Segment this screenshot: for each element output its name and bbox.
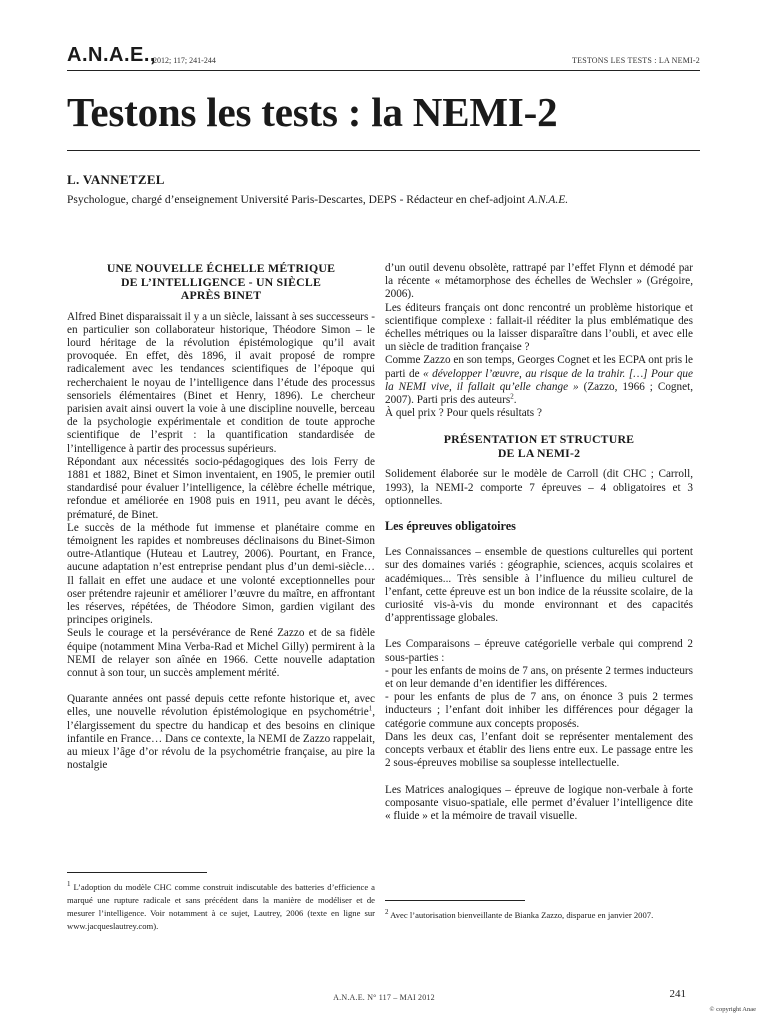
paragraph: - pour les enfants de moins de 7 ans, on présente 2 termes inducteurs et on leur demande d’en identifier les différences. bbox=[385, 664, 693, 691]
page-number: 241 bbox=[669, 988, 686, 1000]
subheading-mandatory-tests: Les épreuves obligatoires bbox=[385, 519, 516, 534]
footnote-1 bbox=[67, 881, 375, 933]
title-rule bbox=[67, 150, 700, 151]
paragraph: Alfred Binet disparaissait il y a un siècle, laissant à ses successeurs - en particulier son collaborateur historique, Théodore Simon – le lourd héritage de la révolution épistémologique qu’il avait provoquée. En effet, dès 1896, il avait proposé de rompre radicalement avec les tendances scientifiques de l’époque qui recherchaient le noyau de l’intelligence dans l’étude des processus sensoriels élémentaires (Binet et Henry, 1896). Le chercheur parisien avait ainsi ouvert la voie à une discipline nouvelle, berceau de la psychologie expérimentale et condition de toute approche scientifique de l’esprit : la quantification standardisée de l’intelligence à partir des processus supérieurs. bbox=[67, 310, 375, 455]
running-title: TESTONS LES TESTS : LA NEMI-2 bbox=[572, 56, 700, 65]
footnote-number: 1 bbox=[67, 880, 71, 889]
footnote-rule bbox=[67, 872, 207, 873]
article-title: Testons les tests : la NEMI-2 bbox=[67, 89, 558, 135]
author-name: L. VANNETZEL bbox=[67, 172, 165, 187]
section-heading-structure bbox=[385, 433, 693, 460]
heading-line: DE LA NEMI-2 bbox=[497, 445, 581, 460]
paragraph-text: , l’élargissement du spectre du handicap et des besoins en clinique infantile en France… Dans ce contexte, la NEMI de Zazzo rappelait, au mieux l’âge d’or révolu de la psychométrie française, au pire la nostalgie bbox=[67, 706, 375, 772]
footnote-ref-2[interactable]: 2 bbox=[510, 392, 514, 401]
footnote-number: 2 bbox=[385, 908, 389, 917]
paragraph: d’un outil devenu obsolète, rattrapé par l’effet Flynn et démodé par la récente « métamorphose des échelles de Wechsler » (Grégoire, 2006). bbox=[385, 262, 693, 301]
paragraph: À quel prix ? Pour quels résultats ? bbox=[385, 407, 542, 420]
paragraph: Les Connaissances – ensemble de questions culturelles qui portent sur des domaines variés : géographie, sciences, acquis scolaires et académiques... Très sensible à l’influence du milieu culturel de l’enfant, cette épreuve est un bon indice de la réussite scolaire, de la curiosité vis-à-vis du monde environnant et des capacités d’apprentissage globales. bbox=[385, 546, 693, 625]
affiliation-text: Psychologue, chargé d’enseignement Université Paris-Descartes, DEPS - Rédacteur en chef-adjoint bbox=[67, 194, 528, 206]
header-rule bbox=[67, 70, 700, 71]
paragraph-text: . bbox=[513, 394, 517, 407]
right-column bbox=[385, 262, 693, 823]
paragraph-text: Quarante années ont passé depuis cette refonte historique et, avec elles, une nouvelle révolution épistémologique en psychométrie bbox=[67, 693, 375, 719]
paragraph: Solidement élaborée sur le modèle de Carroll (dit CHC ; Carroll, 1993), la NEMI-2 comporte 7 épreuves – 4 obligatoires et 3 optionnelles. bbox=[385, 468, 693, 507]
footnote-text: Avec l’autorisation bienveillante de Bianka Zazzo, disparue en janvier 2007. bbox=[388, 910, 654, 920]
author-affiliation bbox=[67, 194, 568, 206]
affiliation-journal: A.N.A.E. bbox=[527, 194, 569, 206]
paragraph: Le succès de la méthode fut immense et planétaire comme en témoignent les rapides et nombreuses déclinaisons du Binet-Simon outre-Atlantique (Huteau et Lautrey, 2006). Pourtant, en France, aucune adaptation n’est entreprise pendant plus d’un demi-siècle… Il fallait en effet une audace et une volonté exceptionnelles pour oser prétendre rajeunir et améliorer l’œuvre du maître, en affrontant les réserves, répétées, de Théodore Simon, gardien vigilant des principes originels. bbox=[67, 521, 375, 627]
footnote-rule bbox=[385, 900, 525, 901]
paragraph: Répondant aux nécessités socio-pédagogiques des lois Ferry de 1881 et 1882, Binet et Simon inventaient, en 1905, le premier outil standardisé pour évaluer l’intelligence, la célèbre échelle métrique, refondue et améliorée en 1908 puis en 1911, peu avant le décès, prématuré, de Binet. bbox=[67, 455, 375, 521]
journal-logo: A.N.A.E., bbox=[67, 44, 156, 66]
copyright-notice: © copyright Anae bbox=[709, 1006, 756, 1013]
paragraph bbox=[385, 354, 693, 407]
paragraph: Les Matrices analogiques – épreuve de logique non-verbale à forte composante visuo-spatiale, elle permet d’évaluer l’intelligence dite « fluide » et la mémoire de travail visuelle. bbox=[385, 783, 693, 822]
heading-line: DE L’INTELLIGENCE - UN SIÈCLE bbox=[120, 274, 322, 289]
footnote-block-right bbox=[385, 900, 693, 922]
paragraph-text: (Zazzo, 1966 ; Cognet, 2007). Parti pris des auteurs bbox=[385, 380, 693, 407]
paragraph-text: Comme Zazzo en son temps, Georges Cognet et les ECPA ont pris le parti de bbox=[385, 354, 693, 380]
paragraph bbox=[67, 693, 375, 772]
page-footer: A.N.A.E. N° 117 – MAI 2012 bbox=[333, 993, 435, 1002]
paragraph: Seuls le courage et la persévérance de René Zazzo et de sa fidèle équipe (notamment Mina Verba-Rad et Michel Gilly) permirent à la NEMI de relayer son aînée en 1966. Cette nouvelle adaptation connut à son tour, un succès amplement mérité. bbox=[67, 627, 375, 679]
heading-line: UNE NOUVELLE ÉCHELLE MÉTRIQUE bbox=[106, 261, 336, 275]
footnote-text: L’adoption du modèle CHC comme construit indiscutable des batteries d’efficience a marqué une rupture radicale et sans précédent dans la manière de modéliser et de mesurer l’intelligence. Voir notamment à ce sujet, Lautrey, 2006 (texte en ligne sur www.jacqueslautrey.com). bbox=[67, 882, 375, 931]
footnote-2 bbox=[385, 909, 693, 922]
footnote-ref-1[interactable]: 1 bbox=[368, 704, 373, 713]
paragraph: Les éditeurs français ont donc rencontré un problème historique et scientifique complexe : fallait-il rééditer la plus emblématique des échelles métriques ou la laisser disparaître dans l’oubli, et avec elle un siècle de tradition française ? bbox=[385, 301, 693, 354]
section-heading-binet bbox=[67, 262, 375, 303]
journal-reference: 2012; 117; 241-244 bbox=[153, 56, 216, 65]
paragraph: Les Comparaisons – épreuve catégorielle verbale qui comprend 2 sous-parties : bbox=[385, 638, 693, 664]
heading-line: PRÉSENTATION ET STRUCTURE bbox=[443, 432, 635, 447]
left-column bbox=[67, 262, 375, 772]
paragraph: Dans les deux cas, l’enfant doit se représenter mentalement des concepts verbaux et établir des liens entre eux. Le passage entre les 2 sous-épreuves mobilise sa souplesse intellectuelle. bbox=[385, 730, 693, 770]
heading-line: APRÈS BINET bbox=[180, 288, 262, 302]
paragraph: - pour les enfants de plus de 7 ans, on énonce 3 puis 2 termes inducteurs ; l’enfant doit inhiber les différences pour dégager la catégorie commune aux concepts proposés. bbox=[385, 691, 693, 730]
footnote-block-left bbox=[67, 872, 375, 933]
quotation: « développer l’œuvre, au risque de la trahir. […] Pour que la NEMI vive, il fallait qu’elle change » bbox=[385, 367, 693, 393]
